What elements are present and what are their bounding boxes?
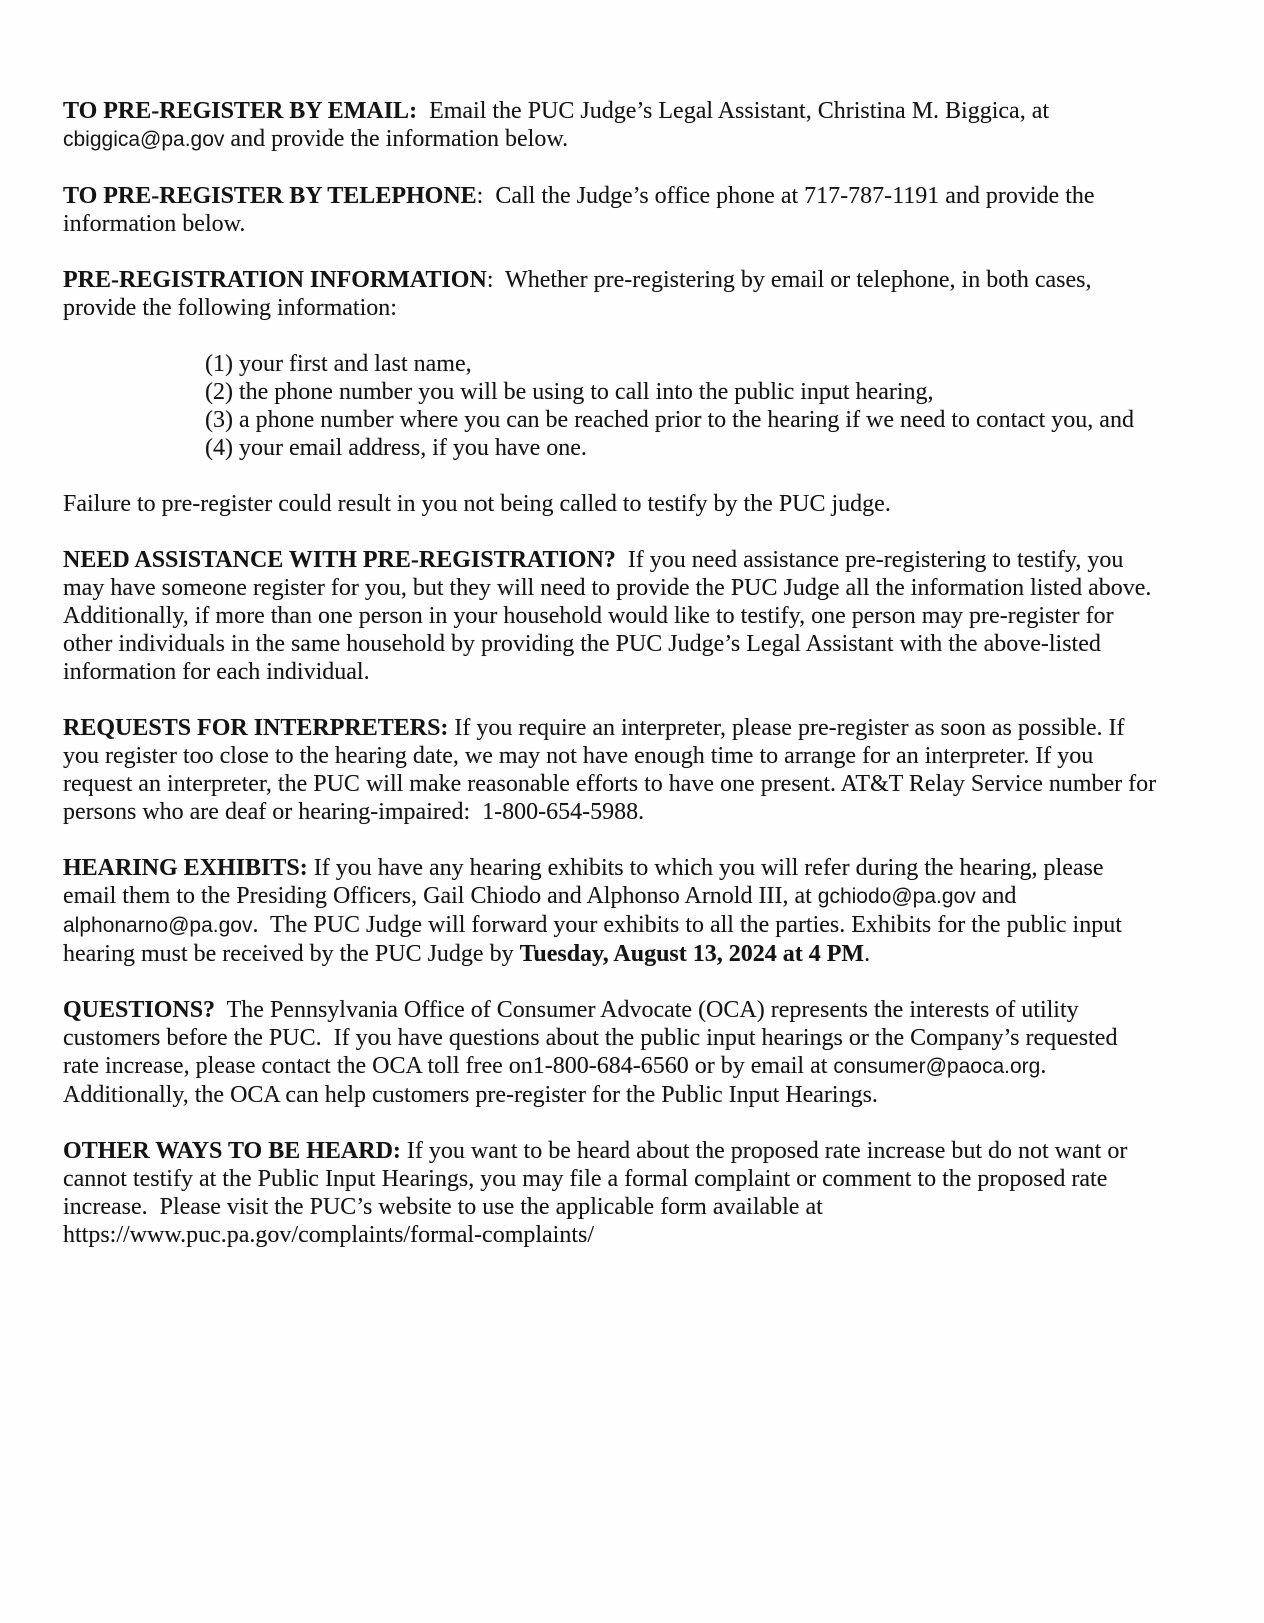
section-heading: TO PRE-REGISTER BY TELEPHONE bbox=[63, 183, 477, 209]
email-address: gchiodo@pa.gov bbox=[817, 885, 976, 908]
body-text: If you require an interpreter, please pre-register as soon as possible. If you register too close to the hearing date, we may not have enough time to arrange for an interpreter. If you request an interpreter, the PUC will make reasonable efforts to have one present. AT&T Relay Service number for persons who are deaf or hearing-impaired: 1-800-654-5988. bbox=[63, 715, 1163, 825]
body-text: and bbox=[975, 883, 1023, 909]
section-pre-register-email bbox=[63, 97, 1158, 154]
body-text: . The PUC Judge will forward your exhibits to all the parties. Exhibits for the public input hearing must be received by the PUC Judge by bbox=[63, 912, 1128, 967]
list-item-text: (2) the phone number you will be using to call into the public input hearing, bbox=[205, 379, 934, 405]
list-item bbox=[63, 406, 1158, 434]
section-heading: OTHER WAYS TO BE HEARD: bbox=[63, 1138, 401, 1164]
list-item bbox=[63, 434, 1158, 462]
section-pre-registration-information bbox=[63, 266, 1158, 322]
section-heading: NEED ASSISTANCE WITH PRE-REGISTRATION? bbox=[63, 547, 616, 573]
section-heading: HEARING EXHIBITS: bbox=[63, 855, 308, 881]
body-text: and provide the information below. bbox=[224, 126, 569, 152]
body-text: If you need assistance pre-registering to testify, you may have someone register for you, but they will need to provide the PUC Judge all the information listed above. Additionally, if more than one person in your household would like to testify, one person may pre-register for other individuals in the same household by providing the PUC Judge’s Legal Assistant with the above-listed information for each individual. bbox=[63, 547, 1157, 685]
body-text: : Call the Judge’s office phone at 717-787-1191 and provide the information below. bbox=[63, 183, 1101, 237]
body-text: Failure to pre-register could result in you not being called to testify by the PUC judge. bbox=[63, 491, 891, 517]
section-other-ways bbox=[63, 1137, 1158, 1249]
section-heading: REQUESTS FOR INTERPRETERS: bbox=[63, 715, 449, 741]
section-interpreters bbox=[63, 714, 1163, 826]
section-hearing-exhibits bbox=[63, 854, 1158, 968]
body-text: . bbox=[864, 941, 871, 967]
section-heading: TO PRE-REGISTER BY EMAIL: bbox=[63, 98, 418, 124]
section-heading: PRE-REGISTRATION INFORMATION bbox=[63, 267, 487, 293]
deadline-text: Tuesday, August 13, 2024 at 4 PM bbox=[519, 941, 865, 967]
body-text: : Whether pre-registering by email or telephone, in both cases, provide the following information: bbox=[63, 267, 1098, 321]
pre-registration-list bbox=[63, 350, 1158, 462]
email-address: cbiggica@pa.gov bbox=[63, 128, 225, 151]
list-item bbox=[63, 350, 1158, 378]
url-text: https://www.puc.pa.gov/complaints/formal-complaints/ bbox=[63, 1222, 595, 1248]
list-item-text: (3) a phone number where you can be reached prior to the hearing if we need to contact you, and bbox=[205, 407, 1134, 433]
list-item bbox=[63, 378, 1158, 406]
list-item-text: (4) your email address, if you have one. bbox=[205, 435, 587, 461]
email-address: alphonarno@pa.gov bbox=[63, 914, 253, 937]
section-need-assistance bbox=[63, 546, 1158, 686]
body-text: If you have any hearing exhibits to which you will refer during the hearing, please email them to the Presiding Officers, Gail Chiodo and Alphonso Arnold III, at bbox=[63, 855, 1110, 909]
body-text: If you want to be heard about the proposed rate increase but do not want or cannot testify at the Public Input Hearings, you may file a formal complaint or comment to the proposed rate increase. Please visit the PUC’s website to use the applicable form available at bbox=[63, 1138, 1134, 1220]
section-questions bbox=[63, 996, 1158, 1109]
failure-note bbox=[63, 490, 1158, 518]
section-pre-register-telephone bbox=[63, 182, 1158, 238]
list-item-text: (1) your first and last name, bbox=[205, 351, 472, 377]
email-address: consumer@paoca.org bbox=[833, 1055, 1041, 1078]
section-heading: QUESTIONS? bbox=[63, 997, 216, 1023]
body-text: Email the PUC Judge’s Legal Assistant, Christina M. Biggica, at bbox=[417, 98, 1056, 124]
body-text: . Additionally, the OCA can help customers pre-register for the Public Input Hearings. bbox=[63, 1053, 1052, 1108]
body-text: The Pennsylvania Office of Consumer Advocate (OCA) represents the interests of utility customers before the PUC. If you have questions about the public input hearings or the Company’s requested rate increase, please contact the OCA toll free on1-800-684-6560 or by email at bbox=[63, 997, 1124, 1079]
